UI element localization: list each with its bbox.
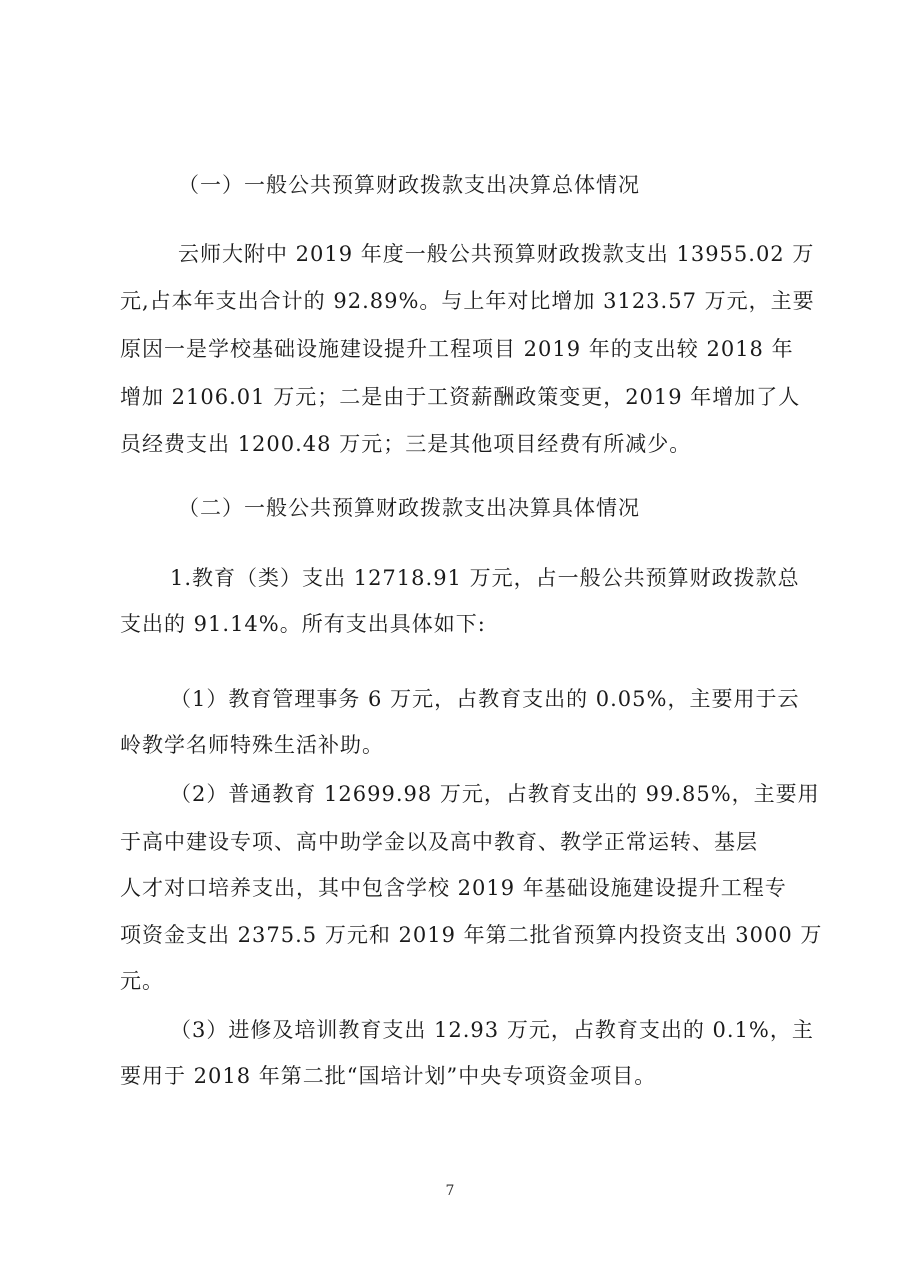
paragraph-line: 支出的 91.14%。所有支出具体如下: [120,612,486,636]
paragraph-line: 岭教学名师特殊生活补助。 [120,733,384,757]
paragraph-line: 1.教育（类）支出 12718.91 万元，占一般公共预算财政拨款总 [170,566,800,590]
section-heading-2: （二）一般公共预算财政拨款支出决算具体情况 [178,496,640,520]
paragraph-line: （2）普通教育 12699.98 万元，占教育支出的 99.85%，主要用 [170,782,820,806]
paragraph-line: （1）教育管理事务 6 万元，占教育支出的 0.05%，主要用于云 [170,687,800,711]
paragraph-line: 元。 [120,969,164,993]
paragraph-line: 原因一是学校基础设施建设提升工程项目 2019 年的支出较 2018 年 [120,337,794,361]
paragraph-line: 人才对口培养支出，其中包含学校 2019 年基础设施建设提升工程专 [120,876,787,900]
paragraph-line: 云师大附中 2019 年度一般公共预算财政拨款支出 13955.02 万 [178,242,815,266]
page-number: 7 [445,1183,455,1199]
paragraph-line: 元,占本年支出合计的 92.89%。与上年对比增加 3123.57 万元，主要 [120,289,815,313]
paragraph-line: 项资金支出 2375.5 万元和 2019 年第二批省预算内投资支出 3000 万 [120,923,823,947]
paragraph-line: 增加 2106.01 万元；二是由于工资薪酬政策变更，2019 年增加了人 [120,385,801,409]
paragraph-line: （3）进修及培训教育支出 12.93 万元，占教育支出的 0.1%，主 [170,1018,814,1042]
section-heading-1: （一）一般公共预算财政拨款支出决算总体情况 [178,173,640,197]
paragraph-line: 员经费支出 1200.48 万元；三是其他项目经费有所减少。 [120,432,692,456]
paragraph-line: 于高中建设专项、高中助学金以及高中教育、教学正常运转、基层 [120,830,758,854]
paragraph-line: 要用于 2018 年第二批“国培计划”中央专项资金项目。 [120,1064,657,1088]
